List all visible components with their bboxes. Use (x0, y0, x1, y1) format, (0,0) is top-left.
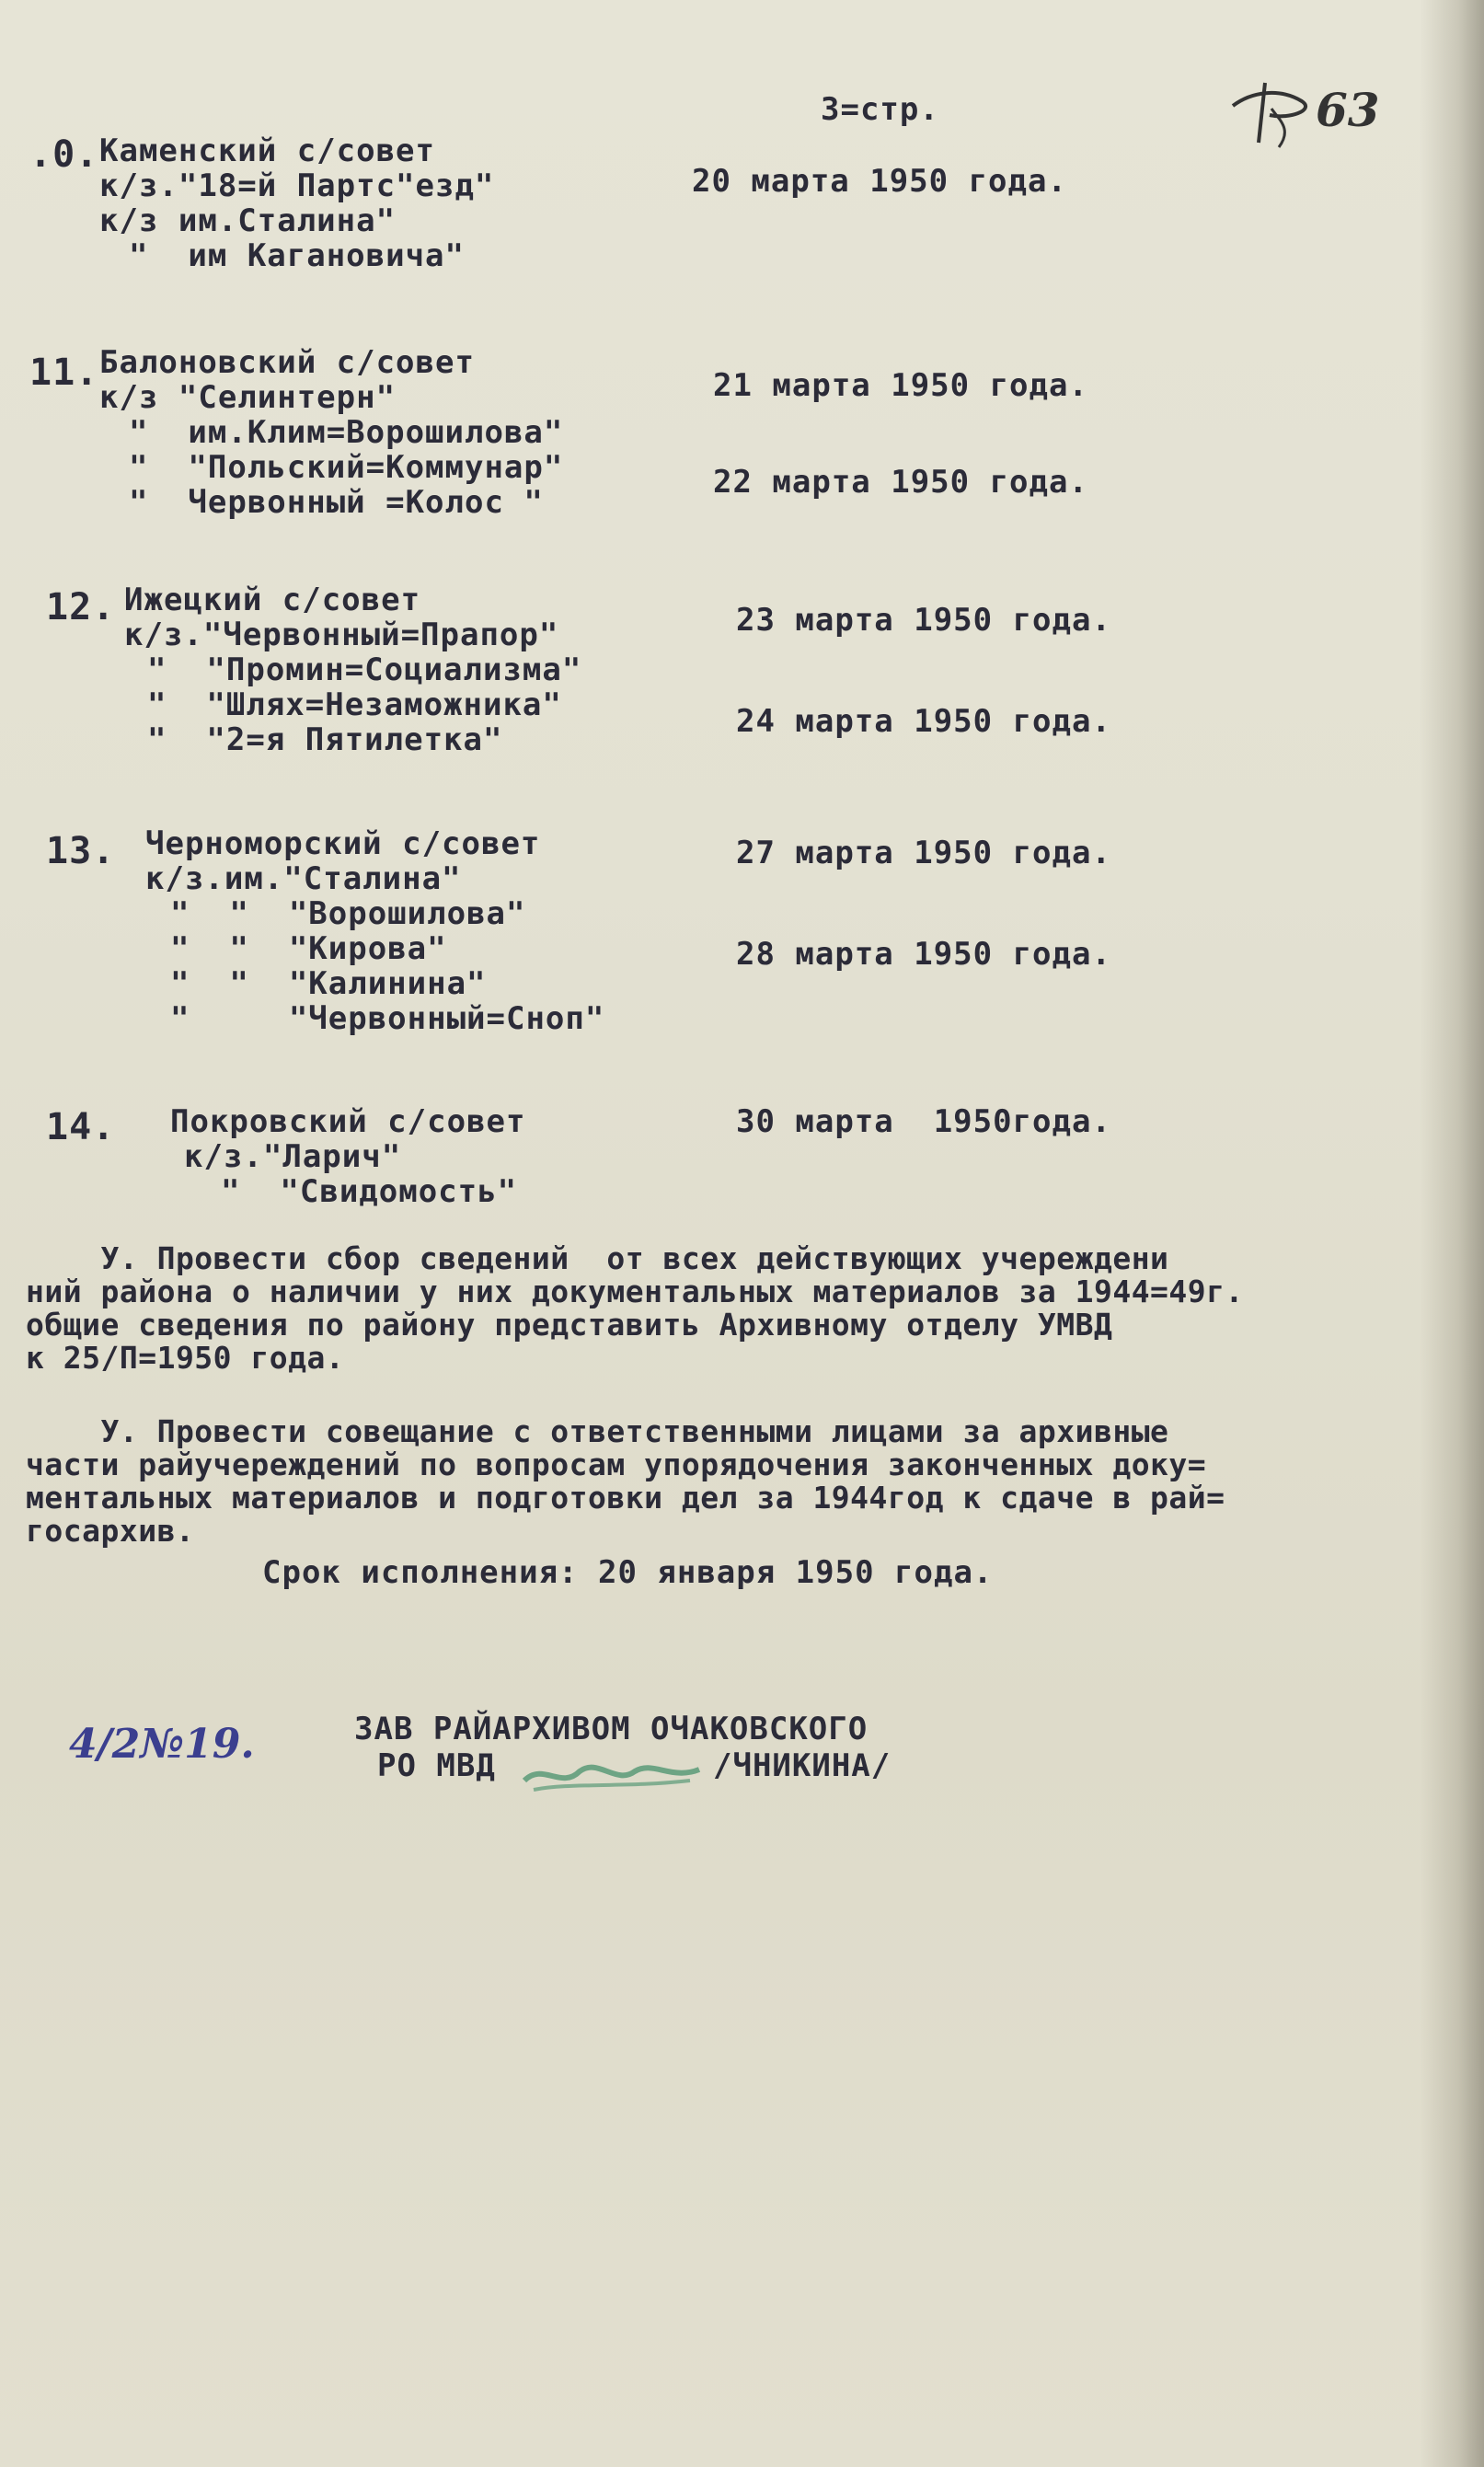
entry-line: " "Польский=Коммунар" (129, 449, 564, 486)
entry-line: " " "Калинина" (170, 965, 487, 1002)
archive-stamp (1214, 64, 1380, 156)
entry-date: 21 марта 1950 года. (713, 367, 1088, 404)
entry-line: " "2=я Пятилетка" (147, 721, 503, 758)
entry-line: " "Шлях=Незаможника" (147, 686, 562, 723)
entry-line: Балоновский с/совет (99, 344, 475, 381)
page-edge-shadow (1420, 0, 1484, 2467)
entry-number: 13. (46, 830, 116, 872)
signature-department: РО МВД (377, 1747, 496, 1784)
paragraph-line: У. Провести совещание с ответственными лицами за архивные (26, 1413, 1169, 1449)
entry-number: 12. (46, 586, 116, 628)
entry-line: Черноморский с/совет (145, 825, 541, 862)
paragraph-line: ментальных материалов и подготовки дел за 1944год к сдаче в рай= (26, 1480, 1225, 1516)
entry-line: Ижецкий с/совет (124, 582, 421, 618)
entry-date: 27 марта 1950 года. (736, 835, 1111, 871)
handwritten-reference: 4/2№19. (69, 1721, 255, 1768)
archive-mark: 63 (1316, 83, 1380, 137)
entry-line: " "Червонный=Сноп" (170, 1000, 605, 1037)
entry-line: к/з.им."Сталина" (145, 860, 462, 897)
paragraph-line: к 25/П=1950 года. (26, 1340, 345, 1376)
entry-line: " Червонный =Колос " (129, 484, 544, 521)
entry-line: Каменский с/совет (99, 133, 435, 169)
paragraph-line: У. Провести сбор сведений от всех действующих учереждени (26, 1240, 1169, 1276)
entry-line: к/з."Ларич" (184, 1138, 402, 1175)
entry-line: к/з "Селинтерн" (99, 379, 397, 416)
paragraph-line: ний района о наличии у них документальных материалов за 1944=49г. (26, 1274, 1244, 1309)
entry-date: 22 марта 1950 года. (713, 464, 1088, 501)
entry-line: к/з."18=й Партс"езд" (99, 167, 495, 204)
entry-number: .0. (29, 133, 99, 176)
page-number: 3=стр. (821, 91, 939, 128)
entry-line: " " "Ворошилова" (170, 895, 526, 932)
entry-line: к/з им.Сталина" (99, 202, 397, 239)
entry-date: 30 марта 1950года. (736, 1103, 1111, 1140)
entry-number: 11. (29, 352, 99, 394)
entry-date: 23 марта 1950 года. (736, 602, 1111, 639)
entry-line: " " "Кирова" (170, 930, 447, 967)
entry-date: 28 марта 1950 года. (736, 936, 1111, 973)
entry-line: Покровский с/совет (170, 1103, 526, 1140)
deadline: Срок исполнения: 20 января 1950 года. (262, 1554, 994, 1591)
entry-line: " им Кагановича" (129, 237, 465, 274)
entry-date: 24 марта 1950 года. (736, 703, 1111, 740)
paragraph-line: общие сведения по району представить Архивному отделу УМВД (26, 1307, 1113, 1343)
entry-line: к/з."Червонный=Прапор" (124, 617, 559, 653)
entry-line: " "Промин=Социализма" (147, 651, 582, 688)
signature-icon (515, 1744, 718, 1808)
entry-number: 14. (46, 1106, 116, 1148)
signature-name: /ЧНИКИНА/ (713, 1747, 892, 1784)
entry-date: 20 марта 1950 года. (692, 163, 1067, 200)
paragraph-line: госархив. (26, 1513, 195, 1549)
paragraph-line: части райучереждений по вопросам упорядочения законченных доку= (26, 1447, 1207, 1482)
signature-title: ЗАВ РАЙАРХИВОМ ОЧАКОВСКОГО (354, 1711, 869, 1747)
entry-line: " "Свидомость" (221, 1173, 518, 1210)
entry-line: " им.Клим=Ворошилова" (129, 414, 564, 451)
